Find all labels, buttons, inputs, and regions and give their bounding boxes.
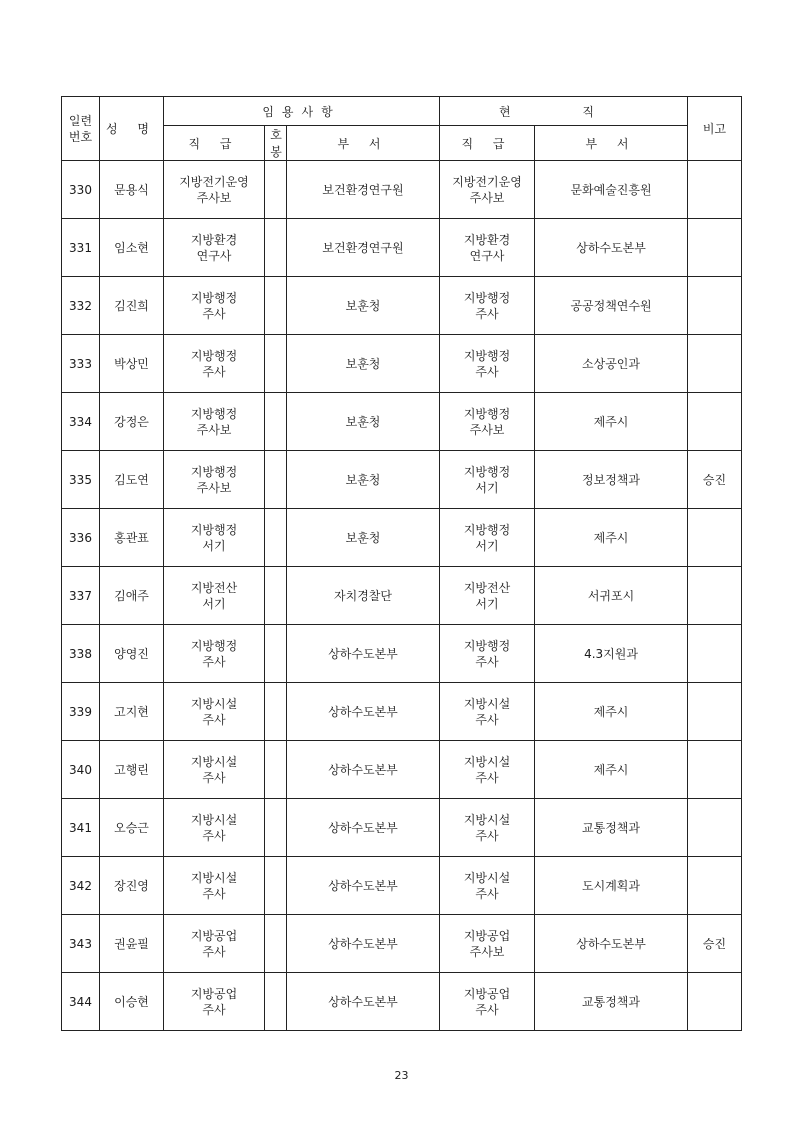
table-row <box>62 219 742 277</box>
current-department-cell: 정보정책과 <box>535 451 688 509</box>
current-department-cell: 서귀포시 <box>535 567 688 625</box>
appointed-department-cell: 상하수도본부 <box>287 625 440 683</box>
appointed-rank-line2: 서기 <box>202 596 226 611</box>
current-rank-cell <box>440 741 535 799</box>
appointed-rank-line2: 주사보 <box>196 190 232 205</box>
table-row <box>62 799 742 857</box>
table-row <box>62 509 742 567</box>
current-rank-line1: 지방행정 <box>463 348 511 363</box>
page-number: 23 <box>394 1069 409 1082</box>
remarks-cell <box>688 335 742 393</box>
table-row <box>62 161 742 219</box>
appointed-rank-line1: 지방행정 <box>190 638 238 653</box>
appointed-rank-cell <box>164 393 265 451</box>
appointed-rank-line2: 주사 <box>202 364 226 379</box>
current-rank-line2: 주사보 <box>469 944 505 959</box>
remarks-cell <box>688 509 742 567</box>
appointed-rank-line2: 주사 <box>202 944 226 959</box>
appointed-rank-line2: 연구사 <box>196 248 232 263</box>
appointed-department-cell: 상하수도본부 <box>287 741 440 799</box>
appointed-rank-cell <box>164 335 265 393</box>
appointed-department-cell: 상하수도본부 <box>287 915 440 973</box>
current-rank-line1: 지방전기운영 <box>452 174 522 189</box>
current-rank-line1: 지방행정 <box>463 638 511 653</box>
current-rank-line2: 서기 <box>475 480 499 495</box>
serial-number-cell: 343 <box>62 915 100 973</box>
serial-number-cell: 334 <box>62 393 100 451</box>
appointed-rank-cell <box>164 741 265 799</box>
table-header <box>62 97 742 161</box>
current-rank-line1: 지방전산 <box>463 580 511 595</box>
employee-name-cell: 양영진 <box>100 625 164 683</box>
appointed-rank-line1: 지방공업 <box>190 928 238 943</box>
current-rank-cell <box>440 161 535 219</box>
hobong-cell <box>265 683 287 741</box>
current-department-cell: 제주시 <box>535 741 688 799</box>
current-rank-line1: 지방시설 <box>463 870 511 885</box>
table-row <box>62 567 742 625</box>
appointed-rank-cell <box>164 509 265 567</box>
appointed-rank-line2: 주사보 <box>196 422 232 437</box>
table-row <box>62 973 742 1031</box>
appointed-rank-cell <box>164 683 265 741</box>
remarks-cell <box>688 161 742 219</box>
remarks-cell <box>688 741 742 799</box>
current-rank-cell <box>440 625 535 683</box>
appointed-rank-cell <box>164 219 265 277</box>
employee-name-cell: 고지현 <box>100 683 164 741</box>
appointed-rank-cell <box>164 567 265 625</box>
appointed-rank-line1: 지방전기운영 <box>179 174 249 189</box>
table-row <box>62 335 742 393</box>
table-row <box>62 915 742 973</box>
serial-number-cell: 330 <box>62 161 100 219</box>
current-rank-cell <box>440 277 535 335</box>
current-rank-line2: 주사 <box>475 770 499 785</box>
current-rank-cell <box>440 799 535 857</box>
current-department-cell: 교통정책과 <box>535 799 688 857</box>
appointed-rank-line2: 주사 <box>202 306 226 321</box>
hobong-cell <box>265 451 287 509</box>
remarks-cell: 승진 <box>688 451 742 509</box>
current-rank-line1: 지방시설 <box>463 754 511 769</box>
current-rank-line1: 지방공업 <box>463 986 511 1001</box>
appointed-department-cell: 보훈청 <box>287 393 440 451</box>
current-rank-cell <box>440 509 535 567</box>
table-row <box>62 857 742 915</box>
current-rank-cell <box>440 393 535 451</box>
serial-number-cell: 337 <box>62 567 100 625</box>
appointed-rank-line2: 주사 <box>202 886 226 901</box>
appointed-department-cell: 보훈청 <box>287 509 440 567</box>
remarks-cell <box>688 567 742 625</box>
appointed-rank-cell <box>164 973 265 1031</box>
current-rank-line2: 서기 <box>475 538 499 553</box>
employee-name-cell: 김진희 <box>100 277 164 335</box>
current-rank-line1: 지방행정 <box>463 290 511 305</box>
current-rank-line2: 주사 <box>475 306 499 321</box>
hobong-cell <box>265 509 287 567</box>
department-header: 부 서 <box>287 126 440 161</box>
appointed-rank-line1: 지방환경 <box>190 232 238 247</box>
hobong-cell <box>265 335 287 393</box>
appointed-rank-line2: 주사 <box>202 828 226 843</box>
employee-name-cell: 박상민 <box>100 335 164 393</box>
serial-number-cell: 332 <box>62 277 100 335</box>
current-department-cell: 상하수도본부 <box>535 219 688 277</box>
serial-number-cell: 335 <box>62 451 100 509</box>
current-rank-cell <box>440 451 535 509</box>
serial-number-cell: 340 <box>62 741 100 799</box>
current-rank-line2: 주사 <box>475 886 499 901</box>
remarks-cell <box>688 799 742 857</box>
current-rank-line1: 지방공업 <box>463 928 511 943</box>
appointed-rank-line1: 지방시설 <box>190 696 238 711</box>
employee-name-cell: 문용식 <box>100 161 164 219</box>
appointed-rank-cell <box>164 857 265 915</box>
appointed-rank-cell <box>164 915 265 973</box>
serial-number-cell: 341 <box>62 799 100 857</box>
current-department-cell: 제주시 <box>535 393 688 451</box>
current-department-cell: 교통정책과 <box>535 973 688 1031</box>
remarks-cell: 승진 <box>688 915 742 973</box>
current-department-cell: 공공정책연수원 <box>535 277 688 335</box>
current-rank-line2: 연구사 <box>469 248 505 263</box>
current-department-header: 부 서 <box>535 126 688 161</box>
appointed-rank-line1: 지방시설 <box>190 812 238 827</box>
appointed-rank-line2: 주사보 <box>196 480 232 495</box>
employee-name-cell: 장진영 <box>100 857 164 915</box>
serial-number-cell: 344 <box>62 973 100 1031</box>
appointed-rank-cell <box>164 799 265 857</box>
remarks-cell <box>688 857 742 915</box>
employee-name-cell: 홍관표 <box>100 509 164 567</box>
hobong-cell <box>265 915 287 973</box>
serial-number-cell: 339 <box>62 683 100 741</box>
current-rank-line1: 지방시설 <box>463 812 511 827</box>
hobong-cell <box>265 161 287 219</box>
current-department-cell: 소상공인과 <box>535 335 688 393</box>
employee-name-cell: 오승근 <box>100 799 164 857</box>
current-department-cell: 4.3지원과 <box>535 625 688 683</box>
current-rank-line2: 주사보 <box>469 190 505 205</box>
appointed-rank-line1: 지방행정 <box>190 406 238 421</box>
current-rank-cell <box>440 857 535 915</box>
appointed-rank-line1: 지방행정 <box>190 348 238 363</box>
current-rank-line1: 지방행정 <box>463 522 511 537</box>
appointed-rank-cell <box>164 161 265 219</box>
current-rank-line2: 주사 <box>475 712 499 727</box>
appointed-rank-line2: 서기 <box>202 538 226 553</box>
table-row <box>62 683 742 741</box>
appointed-department-cell: 보건환경연구원 <box>287 161 440 219</box>
appointed-rank-line1: 지방행정 <box>190 464 238 479</box>
employee-name-cell: 권윤필 <box>100 915 164 973</box>
hobong-cell <box>265 799 287 857</box>
appointed-rank-cell <box>164 451 265 509</box>
current-department-cell: 제주시 <box>535 683 688 741</box>
current-rank-cell <box>440 567 535 625</box>
remarks-header: 비고 <box>688 97 742 161</box>
serial-number-cell: 331 <box>62 219 100 277</box>
hobong-cell <box>265 973 287 1031</box>
appointed-department-cell: 상하수도본부 <box>287 973 440 1031</box>
table-row <box>62 277 742 335</box>
hobong-cell <box>265 741 287 799</box>
appointed-rank-line2: 주사 <box>202 1002 226 1017</box>
current-rank-line2: 주사 <box>475 828 499 843</box>
current-rank-line2: 주사 <box>475 364 499 379</box>
table-row <box>62 625 742 683</box>
current-rank-cell <box>440 335 535 393</box>
appointed-department-cell: 자치경찰단 <box>287 567 440 625</box>
serial-number-cell: 338 <box>62 625 100 683</box>
appointed-rank-line2: 주사 <box>202 770 226 785</box>
appointed-department-cell: 상하수도본부 <box>287 683 440 741</box>
appointed-rank-line2: 주사 <box>202 712 226 727</box>
remarks-cell <box>688 973 742 1031</box>
current-rank-line1: 지방시설 <box>463 696 511 711</box>
remarks-cell <box>688 277 742 335</box>
appointed-rank-line1: 지방공업 <box>190 986 238 1001</box>
remarks-cell <box>688 683 742 741</box>
current-rank-line1: 지방환경 <box>463 232 511 247</box>
serial-number-header: 일련 번호 <box>62 97 100 161</box>
hobong-cell <box>265 219 287 277</box>
appointed-department-cell: 보훈청 <box>287 277 440 335</box>
current-rank-cell <box>440 219 535 277</box>
current-rank-line1: 지방행정 <box>463 406 511 421</box>
serial-number-cell: 333 <box>62 335 100 393</box>
current-department-cell: 문화예술진흥원 <box>535 161 688 219</box>
employee-name-cell: 임소현 <box>100 219 164 277</box>
appointed-rank-cell <box>164 625 265 683</box>
serial-number-cell: 336 <box>62 509 100 567</box>
appointed-department-cell: 상하수도본부 <box>287 799 440 857</box>
remarks-cell <box>688 393 742 451</box>
employee-name-cell: 김애주 <box>100 567 164 625</box>
serial-number-cell: 342 <box>62 857 100 915</box>
hobong-cell <box>265 277 287 335</box>
appointed-rank-line1: 지방행정 <box>190 290 238 305</box>
remarks-cell <box>688 625 742 683</box>
hobong-cell <box>265 625 287 683</box>
employee-name-cell: 김도연 <box>100 451 164 509</box>
current-rank-cell <box>440 683 535 741</box>
table-body <box>62 161 742 1031</box>
current-department-cell: 도시계획과 <box>535 857 688 915</box>
table-row <box>62 451 742 509</box>
current-rank-header: 직 급 <box>440 126 535 161</box>
appointed-rank-line1: 지방시설 <box>190 870 238 885</box>
current-position-header: 현 직 <box>440 97 688 126</box>
appointed-rank-line1: 지방전산 <box>190 580 238 595</box>
appointed-rank-cell <box>164 277 265 335</box>
appointed-rank-line2: 주사 <box>202 654 226 669</box>
appointed-department-cell: 보훈청 <box>287 451 440 509</box>
current-department-cell: 제주시 <box>535 509 688 567</box>
hobong-cell <box>265 567 287 625</box>
rank-header: 직 급 <box>164 126 265 161</box>
employee-name-cell: 이승현 <box>100 973 164 1031</box>
hobong-header: 호봉 <box>265 126 287 161</box>
current-department-cell: 상하수도본부 <box>535 915 688 973</box>
current-rank-line2: 주사 <box>475 654 499 669</box>
appointed-rank-line1: 지방행정 <box>190 522 238 537</box>
appointed-rank-line1: 지방시설 <box>190 754 238 769</box>
current-rank-line2: 서기 <box>475 596 499 611</box>
employee-name-cell: 고행린 <box>100 741 164 799</box>
employee-name-cell: 강정은 <box>100 393 164 451</box>
table-row <box>62 393 742 451</box>
current-rank-line2: 주사보 <box>469 422 505 437</box>
current-rank-cell <box>440 973 535 1031</box>
appointment-header: 임용사항 <box>164 97 440 126</box>
appointed-department-cell: 보훈청 <box>287 335 440 393</box>
name-header: 성 명 <box>100 97 164 161</box>
appointed-department-cell: 상하수도본부 <box>287 857 440 915</box>
appointment-table <box>61 96 742 1031</box>
current-rank-cell <box>440 915 535 973</box>
current-rank-line1: 지방행정 <box>463 464 511 479</box>
appointed-department-cell: 보건환경연구원 <box>287 219 440 277</box>
current-rank-line2: 주사 <box>475 1002 499 1017</box>
remarks-cell <box>688 219 742 277</box>
hobong-cell <box>265 393 287 451</box>
hobong-cell <box>265 857 287 915</box>
table-row <box>62 741 742 799</box>
